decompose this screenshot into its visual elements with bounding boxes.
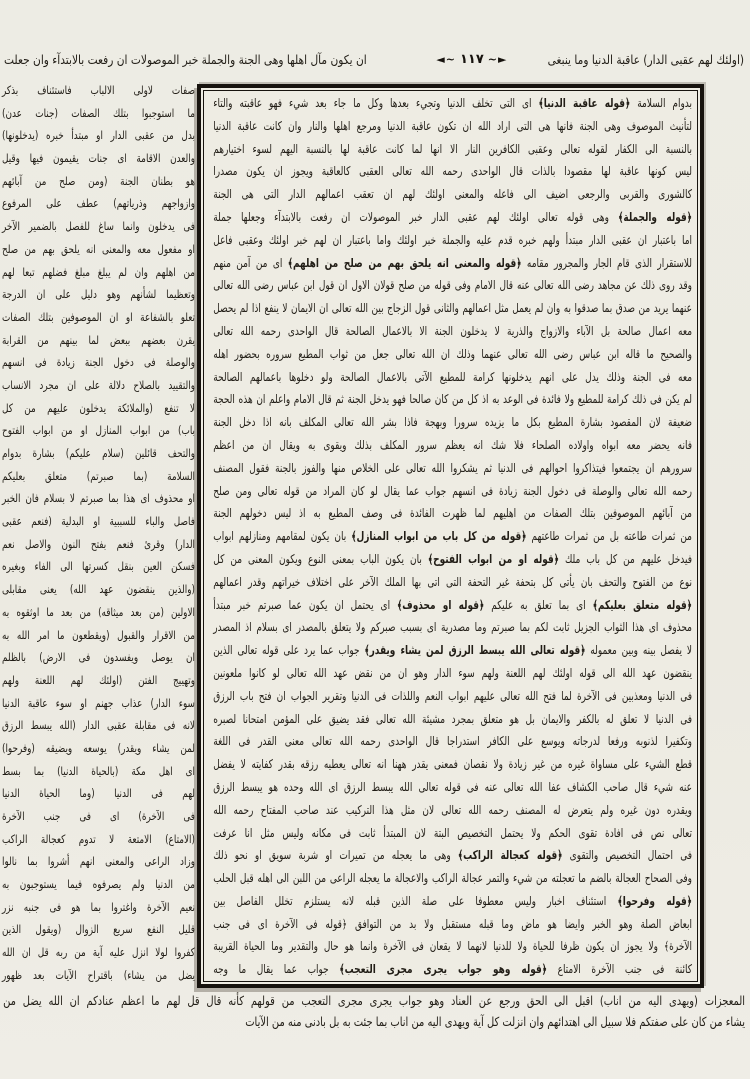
text-line: والوصلة فى دخول الجنة زيادة فى انسهم — [2, 355, 195, 370]
text-line: نعيم الآخرة واغتروا بما هو فى جنبه نزر — [2, 899, 195, 914]
text-line: بالنسبة الى الكفار لقوله تعالى وعقبى الكافرين النار الا انها لما كانت عاقبة لها بالنسبة اليهم لسوء اختيارهم — [213, 141, 692, 156]
text-line: السلامة (بما صبرتم) متعلق بعليكم — [2, 468, 195, 483]
qawluhu-marker: ﴿قوله والجملة﴾ — [618, 209, 692, 224]
text-line: للاستقرار الذى قام الجار والمجرور مقامه ﴿قوله والمعنى انه يلحق بهم من صلح من اهلهم﴾ اى من آمن منهم — [213, 255, 693, 270]
text-line: فى الآخرة) اى فى جنب الآخرة — [2, 809, 195, 823]
header-text-left: ان يكون مآل اهلها وهى الجنة والجملة خبر الموصولات ان رفعت بالابتدآء وان جعلت — [4, 51, 367, 67]
qawluhu-marker: ﴿قوله او من ابواب الفتوح﴾ — [427, 551, 559, 566]
text-line: فسكن العين بنقل كسرتها الى الفاء وبغيره — [2, 559, 195, 574]
text-line: سرورهم ان يجتمعوا فيتذاكروا احوالهم فى الدنيا ثم يشكروا الله تعالى على الخلاص منها والفوز بالجنة فقول المصنف — [213, 460, 692, 475]
text-line: والعدن الاقامة اى جنات يقيمون فيها وقيل — [2, 151, 195, 166]
text-line: من آبائهم الموصوفين بتلك الصفات من اهليهم لما ظهرت الفائدة فى وصف المطيع به اذ ليس دخولهم الجنة — [213, 506, 692, 521]
qawluhu-marker: ﴿قوله عاقبة الدنيا﴾ — [538, 96, 631, 110]
text-line: وتكفيرا لذنوبه ورفعا لدرجاته ويوسع على الكافر استدراجا قال الواحدى رحمه الله تعالى معنى القدر فى اللغة — [213, 734, 692, 749]
text-line: وقد روى ذلك عن مجاهد رضى الله تعالى عنه قال الامام وفى قوله من صلح قولان الاول ان قول ابن عباس رضى الله تعالى — [213, 278, 692, 293]
text-line: ابعاض الصلة وهو الخبر وايضا هو ماض وما قبله مستقبل ولا بد من التوافق ﴿قوله فى الآخرة اى فى جنب — [213, 916, 692, 931]
text-line: ينقضون عهد الله الى قوله اولئك لهم اللعنة ولهم سوء الدار وهو ان من نقض عهد الله تعالى لو كانوا ملعونين — [213, 665, 692, 680]
text-line: فى يدخلون وانما ساغ للفصل بالضمير الآخر — [2, 219, 195, 234]
text-line: او محذوف اى هذا بما صبرتم لا بسلام فان الخبر — [2, 491, 195, 506]
page-number-value: ١١٧ — [459, 51, 484, 67]
text-line: يشاء من كان على صفتكم فلا سبيل الى اهتدائهم وان انزلت كل آية ويهدى اليه من اناب بما جئت به بل بادنى منه من الآيات — [245, 1014, 745, 1029]
text-line: (الامتاع) الامتعة لا تدوم كعجالة الراكب — [2, 831, 195, 846]
text-line: اما باعتبار ان عقبى الدار مبتدأ ولهم خبره قدم عليه والجملة خبر اولئك واما باعتبار ان لهم خبر اولئك وعقبى فاعل — [213, 232, 692, 247]
ornament-right-icon: ~► — [487, 52, 508, 66]
text-line: لمن يشاء ويقدر) يوسعه ويضيقه (وفرحوا) — [2, 740, 195, 755]
central-text-frame — [197, 84, 704, 988]
text-line: ما استوجبوا بتلك الصفات (جنات عدن) — [2, 105, 195, 120]
text-line: لا تنفع (والملائكة يدخلون عليهم من كل — [2, 400, 195, 415]
text-line: من الاقرار والقبول (ويقطعون ما امر الله به — [2, 627, 195, 642]
running-header — [4, 46, 744, 72]
text-line: فى الدنيا لا تعلق له بالكفر والايمان بل هو متعلق بمجرد مشيئة الله تعالى فقد يضيق على المؤمن امتحانا لصبره — [213, 711, 692, 726]
text-line: المعجزات (ويهدى اليه من اناب) اقبل الى الحق ورجع عن العناد وهو جواب يجرى مجرى التعجب من قولهم كأنه قال قل لهم ما اعظم عنادكم ان الله يضل من — [3, 993, 745, 1008]
text-line: ان يوصل ويفسدون فى الارض) بالظلم — [2, 650, 195, 665]
text-line: الدار) وقرئ فنعم بفتح النون والاصل نعم — [2, 536, 195, 551]
text-line: معه اعمال صالحة بل الآباء والازواج والذرية لا يدخلون الجنة الا بالاعمال الصالحة قال الواحدى رحمه الله تعالى — [213, 323, 692, 338]
text-line: ﴿قوله وفرحوا﴾ استئناف اخبار وليس معطوفا على صلة الذين قبله لانه يستلزم تخلل الفاصل بين — [213, 893, 692, 908]
text-line: وتهييج الفتن (اولئك لهم اللعنة ولهم — [2, 672, 195, 687]
text-line: وفى الصحاح العجالة بالضم ما تعجلته من شيء والتمر عجالة الراكب والاعجالة ما يعجله الراعى من اللبن الى اهله قبل الحلب — [213, 871, 692, 886]
text-line: لهم فى الدنيا (وما الحياة الدنيا — [2, 786, 195, 801]
text-line: وزاد الراعى والمعنى انهم أشروا بما نالوا — [2, 854, 195, 869]
text-line: باب) من ابواب المنازل او من ابواب الفتوح — [2, 423, 195, 438]
text-line: فى الدنيا ومعذبين فى الآخرة لما فتح الله تعالى عليهم ابواب النعم واللذات فى الدنيا وتقرير الجواب ان فتح باب الرزق — [213, 688, 692, 703]
text-line: (والذين ينقضون عهد الله) يعنى مقابلى — [2, 582, 195, 597]
text-line: بدل من عقبى الدار او مبتدأ خبره (يدخلونها) — [2, 128, 195, 143]
text-line: بدوام السلامة ﴿قوله عاقبة الدنيا﴾ اى التى تخلف الدنيا وتجيء بعدها وكل ما جاء بعد شيء فهو عاقبته والتاء — [213, 96, 693, 110]
text-line: كفروا لولا انزل عليه آية من ربه قل ان الله — [2, 945, 195, 960]
text-line: اى اهل مكة (بالحياة الدنيا) بما بسط — [2, 763, 195, 778]
text-line: تعالى نص فى افادة تقوى الحكم ولا يحتمل التخصيص البتة لان المبتدأ ثابت فى مكانه وليس مثل انا عرفت — [213, 825, 692, 840]
text-line: صفات لاولى الالباب فاستئناف بذكر — [2, 83, 195, 97]
qawluhu-marker: ﴿قوله وهو جواب يجرى مجرى التعجب﴾ — [339, 962, 547, 977]
text-line: من ثمرات طاعته بل من ثمرات طاعتهم ﴿قوله من كل باب من ابواب المنازل﴾ بان يكون لمقامهم ومنازلهم ابواب — [213, 529, 692, 544]
page-number — [436, 52, 507, 67]
qawluhu-marker: ﴿قوله من كل باب من ابواب المنازل﴾ — [351, 529, 527, 544]
central-text-block — [201, 88, 700, 981]
qawluhu-marker: ﴿قوله او محذوف﴾ — [397, 597, 485, 612]
text-line: قليل النفع سريع الزوال (ويقول الذين — [2, 922, 195, 937]
text-line: ويقدره دون غيره ولم يتعرض له المصنف رحمه الله تعالى لان مثل هذا التركيب عند صاحب المفتاح رحمه الله — [213, 802, 692, 817]
text-line: الآخرة﴾ ولا يجوز ان يكون ظرفا للحياة ولا للدنيا لانهما لا يقعان فى الآخرة وانما هو حال والتقدير وما الحياة القريبة — [213, 939, 692, 954]
qawluhu-marker: ﴿قوله متعلق بعليكم﴾ — [592, 597, 693, 612]
text-line: تعلو بالشفاعة او ان الموصوفين بتلك الصفات — [2, 309, 195, 324]
text-line: وتعظيما لشأنهم وهو دليل على ان الدرجة — [2, 287, 195, 302]
qawluhu-marker: ﴿قوله تعالى الله يبسط الرزق لمن يشاء ويقدر﴾ — [364, 643, 586, 658]
text-line: لم يكن فى ذلك كرامة للمطيع ولا فائدة فى الوعد به اذ كل من كان صالحا فهو يدخل الجنة ثم قال الامام واعلم ان هذه الحجة — [213, 392, 692, 407]
text-line: لا يفصل بينه وبين معموله ﴿قوله تعالى الله يبسط الرزق لمن يشاء ويقدر﴾ جواب عما يرد على قوله تعالى الذين — [213, 643, 693, 658]
text-line: وازواجهم وذرياتهم) عطف على المرفوع — [2, 196, 195, 211]
text-line: الاولين (من بعد ميثاقه) من بعد ما اوثقوه به — [2, 604, 195, 619]
text-line: سوء الدار) عذاب جهنم او سوء عاقبة الدنيا — [2, 695, 195, 710]
footer-commentary — [5, 990, 745, 1032]
text-line: كائنة فى جنب الآخرة الامتاع ﴿قوله وهو جواب يجرى مجرى التعجب﴾ جواب عما يقال ما وجه — [213, 962, 693, 977]
text-line: او مفعول معه والمعنى انه يلحق بهم من صلح — [2, 241, 195, 256]
text-line: عنه شيء قال صاحب الكشاف عفا الله تعالى عنه فى قوله تعالى الله يبسط الرزق اى الله وحده هو يبسط الرزق — [213, 779, 692, 794]
text-line: هو بطنان الجنة (ومن صلح من آبائهم — [2, 173, 195, 188]
text-line: لانه فى مقابلة عقبى الدار (الله يبسط الرزق — [2, 718, 195, 733]
header-text-right: (اولئك لهم عقبى الدار) عاقبة الدنيا وما ينبغى — [547, 51, 744, 67]
text-line: نوع من الفتوح والتحف بان يأتى كل بتحفة غير التحفة التى اتى بها الملك الآخر على اختلاف خيراتهم وقدر اعمالهم — [213, 574, 692, 589]
text-line: لتأنيث الموصوف وهى الجنة فانها هى التى اراد الله ان تكون عاقبة الدنيا ومرجع اهلها والنار وان كانت عاقبة الدنيا — [213, 118, 692, 133]
margin-commentary-column — [2, 79, 195, 987]
text-line: رحمه الله تعالى والوصلة فى دخول الجنة زيادة فى انسهم جواب عما يقال لو كان المراد من قوله تعالى ومن صلح — [213, 483, 692, 498]
text-line: والتقييد بالصلاح دلالة على ان مجرد الانساب — [2, 377, 195, 392]
text-line: من اهلهم وان لم يبلغ مبلغ فضلهم تبعا لهم — [2, 264, 195, 279]
text-line: يقرن بعضهم ببعض لما بينهم من القرابة — [2, 332, 195, 347]
qawluhu-marker: ﴿قوله والمعنى انه يلحق بهم من صلح من اهلهم﴾ — [287, 255, 522, 270]
text-line: والصحيح ما قاله ابن عباس رضى الله تعالى عنهما وذلك ان الله تعالى جعل من ثواب المطيع سروره بحضور اهله — [213, 346, 692, 361]
text-line: معه فى الجنة وذلك يدل على انهم يدخلونها كرامة للمطيع الآتى بالاعمال الصالحة ولو دخلوها باعمالهم الصالحة — [213, 369, 692, 384]
text-line: من الدنيا ولم يصرفوه فيما يستوجبون به — [2, 877, 195, 892]
text-line: ﴿قوله والجملة﴾ وهى قوله تعالى اولئك لهم عقبى الدار خبر الموصولات ان رفعت بالابتدآء وجعلها جملة — [213, 209, 692, 224]
text-line: كالشورى والقربى والرجعى اضيف الى فاعله والمعنى اولئك لهم ان تعقب اعمالهم الدار التى هى الجنة — [213, 187, 692, 202]
text-line: فانه يحضر معه ابواه واولاده الصلحاء فلا شك انه يعظم سرور المكلف بذلك ويقوى به ويقال ان من اعظم — [213, 437, 692, 452]
text-line: فاصل والباء للسببية او البدلية (فنعم عقبى — [2, 514, 195, 529]
text-line: فى احتمال التخصيص والتقوى ﴿قوله كعجالة الراكب﴾ وهى ما يعجله من تميرات او شربة سويق او نحو ذلك — [213, 848, 692, 863]
text-line: ﴿قوله متعلق بعليكم﴾ اى بما تعلق به عليكم ﴿قوله او محذوف﴾ اى يحتمل ان يكون عما صبرتم خبر مبتدأ — [213, 597, 693, 612]
qawluhu-marker: ﴿قوله كعجالة الراكب﴾ — [457, 848, 563, 863]
text-line: يضل من يشاء) باقتراح الآيات بعد ظهور — [2, 967, 195, 982]
text-line: والتحف قائلين (سلام عليكم) بشارة بدوام — [2, 446, 195, 460]
text-line: عنهما يريد من صدق بما صدقوا به وان لم يعمل مثل اعمالهم والثانى قول الزجاج بين الله تعالى ان الايمان لا ينفع اذا لم يحصل — [213, 301, 692, 316]
text-line: محذوف اى هذا الثواب الجزيل ثابت لكم بما صبرتم وما مصدرية اى بسبب صبركم ولا يتعلق بالمصدر اى بسلام اذ المصدر — [213, 620, 692, 635]
text-line: فيدخل عليهم من كل باب ملك ﴿قوله او من ابواب الفتوح﴾ بان يكون الباب بمعنى النوع ويكون المعنى من كل — [213, 551, 692, 566]
qawluhu-marker: ﴿قوله وفرحوا﴾ — [617, 893, 692, 908]
ornament-left-icon: ◄~ — [436, 52, 456, 66]
text-line: ضعيفة لان المقصود بشارة المطيع بكل ما يزيده سرورا وبهجة فاذا بشر الله تعالى المكلف بانه اذا دخل الجنة — [213, 415, 692, 430]
text-line: ليس كونها عاقبة لها مقصودا بالذات قال الواحدى رحمه الله تعالى العقبى كالعاقبة ويجوز ان يكون مصدرا — [213, 164, 692, 179]
text-line: قطع الشيء على مساواة غيره من غير زيادة ولا نقصان فمعنى يقدر ههنا انه تعالى يعطيه رزقه بقدر كفايته لا يفضل — [213, 757, 692, 772]
